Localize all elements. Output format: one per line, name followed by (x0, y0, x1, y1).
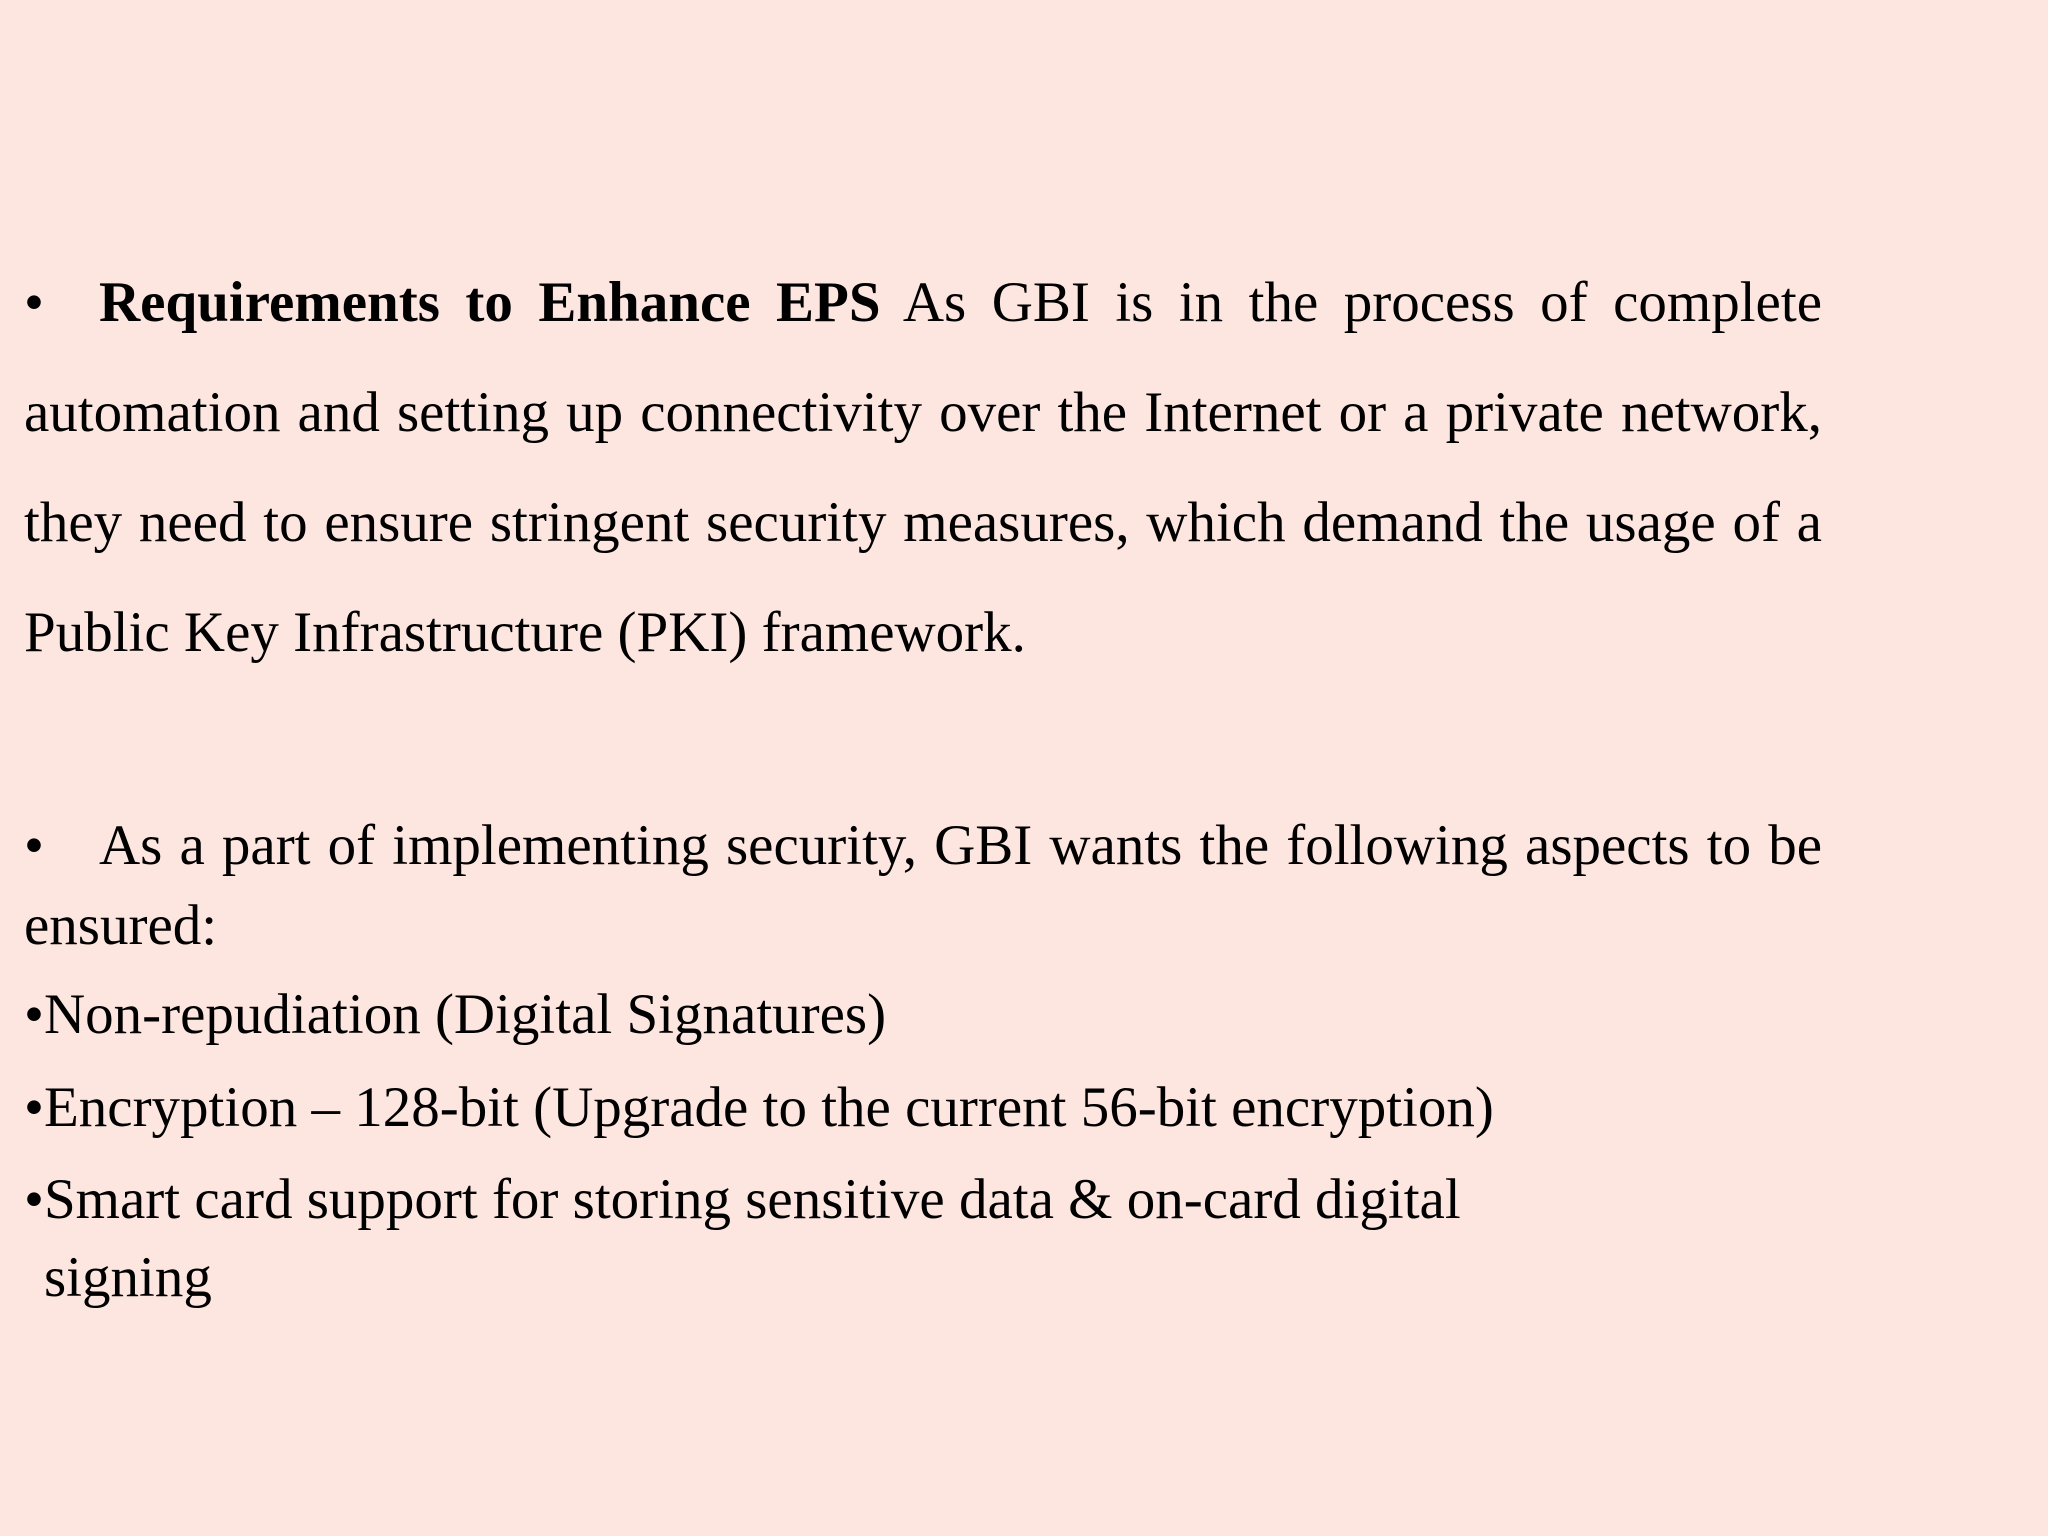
list-item-smart-card-continuation: signing (44, 1246, 212, 1309)
bullet: • (24, 271, 44, 334)
list-item-encryption: •Encryption – 128-bit (Upgrade to the current 56-bit encryption) (24, 1076, 1494, 1139)
paragraph-security-aspects (24, 806, 1822, 966)
list-item-smart-card: •Smart card support for storing sensitive data & on-card digital (24, 1168, 1461, 1231)
paragraph-heading: Requirements to Enhance EPS (99, 271, 881, 334)
list-item-non-repudiation: •Non-repudiation (Digital Signatures) (24, 983, 887, 1046)
bullet: • (24, 814, 44, 877)
paragraph-text: As a part of implementing security, GBI wants the following aspects to be ensured: (24, 814, 1822, 957)
paragraph-text: As GBI is in the process of complete automation and setting up connectivity over the Internet or a private network, they need to ensure stringent security measures, which demand the usage of a Public Key Infrastructure (PKI) framework. (24, 271, 1822, 664)
paragraph-eps-requirements (24, 248, 1822, 688)
